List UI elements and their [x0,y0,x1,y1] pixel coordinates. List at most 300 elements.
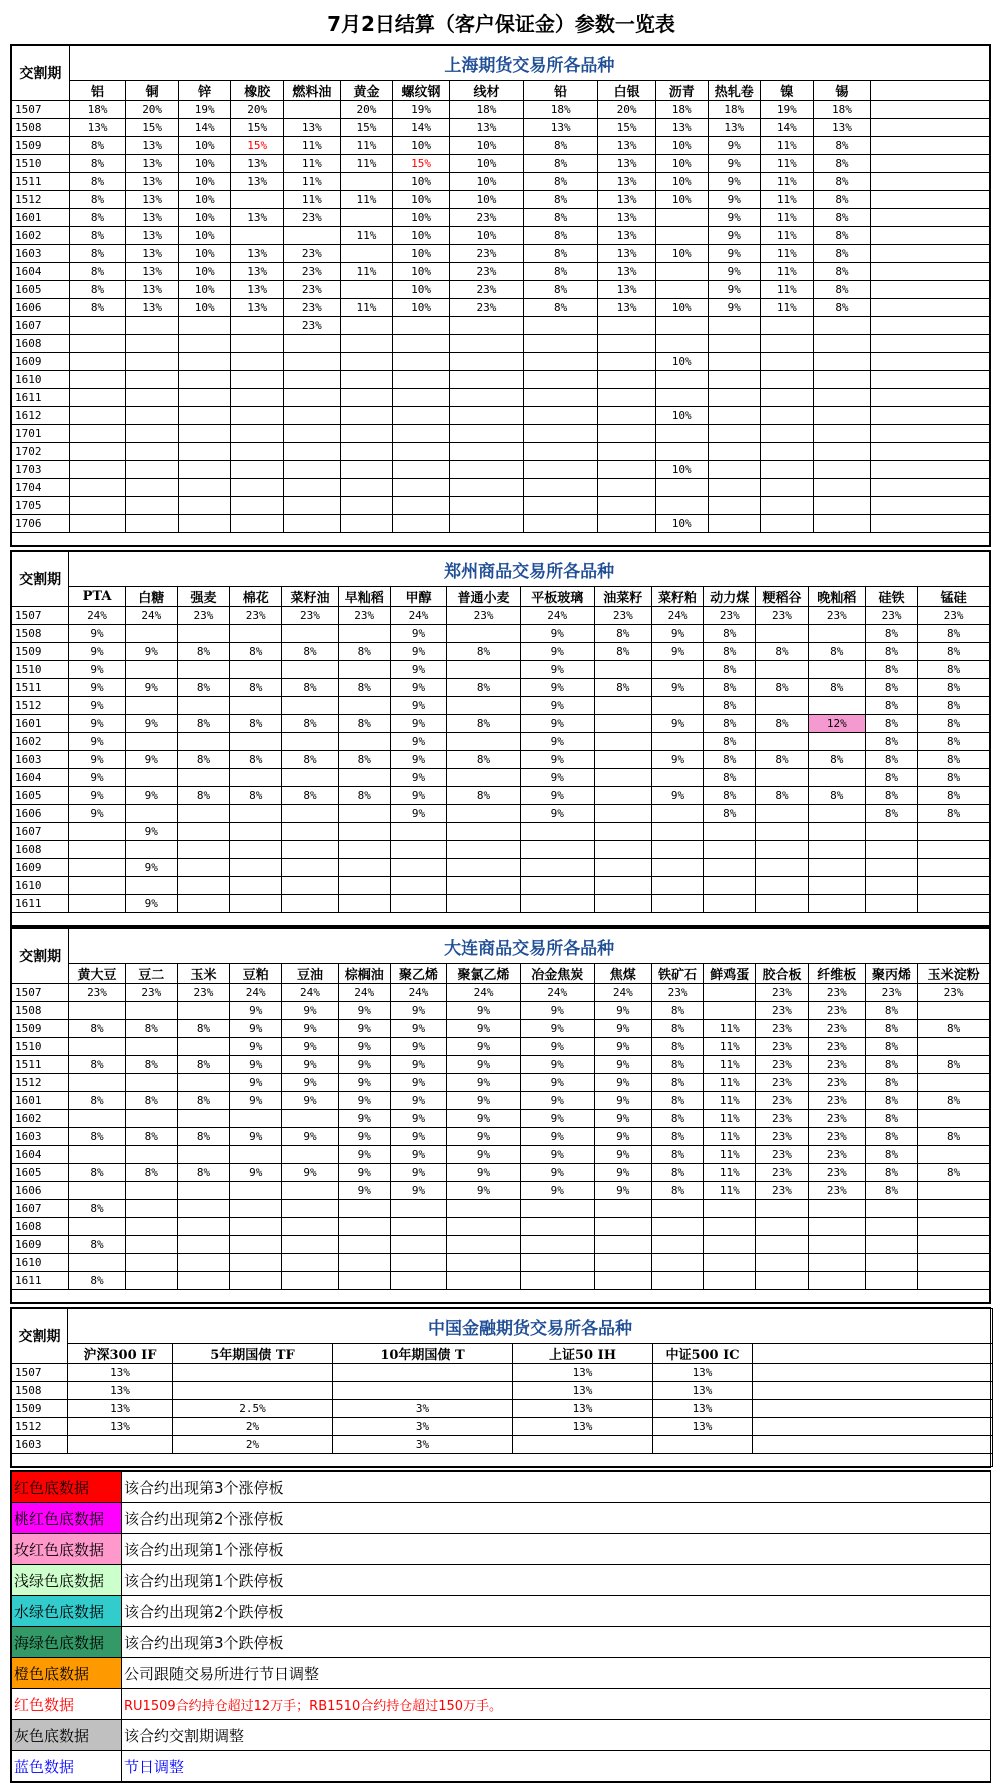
margin-cell [756,1218,808,1236]
margin-cell: 8% [524,227,598,245]
margin-cell: 13% [68,1400,173,1418]
margin-cell [125,1182,177,1200]
margin-cell [594,1254,651,1272]
margin-cell: 8% [177,787,229,805]
margin-cell: 8% [177,1128,229,1146]
margin-cell [125,1038,177,1056]
margin-cell: 8% [230,679,282,697]
margin-cell [594,877,651,895]
margin-cell [69,425,126,443]
margin-cell [393,371,450,389]
margin-cell: 11% [704,1074,756,1092]
margin-cell: 23% [808,1110,865,1128]
margin-cell: 8% [865,1020,917,1038]
margin-cell: 8% [918,1020,990,1038]
margin-cell: 8% [69,1056,125,1074]
margin-cell: 9% [390,751,446,769]
margin-cell: 8% [865,643,917,661]
margin-cell: 13% [126,137,179,155]
margin-cell: 10% [449,137,523,155]
margin-cell [520,1236,594,1254]
margin-cell: 23% [756,1020,808,1038]
margin-cell [178,425,231,443]
legend-description: 公司跟随交易所进行节日调整 [122,1658,991,1689]
table-row [12,1020,990,1038]
margin-cell: 8% [651,1182,703,1200]
margin-cell: 23% [808,1182,865,1200]
margin-cell: 8% [230,643,282,661]
period-cell: 1512 [12,1074,69,1092]
margin-cell: 11% [340,299,393,317]
margin-cell: 23% [808,1164,865,1182]
margin-cell: 11% [761,299,814,317]
margin-cell: 9% [708,245,761,263]
margin-cell [524,353,598,371]
margin-cell: 8% [813,137,871,155]
margin-cell: 8% [177,679,229,697]
legend-swatch-label: 浅绿色底数据 [12,1565,122,1596]
margin-cell [69,1182,125,1200]
product-header: 菜籽粕 [651,587,703,607]
margin-cell [447,1254,521,1272]
margin-cell: 10% [393,209,450,227]
margin-cell [594,1218,651,1236]
product-header: 白银 [598,81,656,101]
empty-cell [871,281,990,299]
period-cell: 1706 [12,515,70,533]
margin-cell: 9% [390,1182,446,1200]
period-header: 交割期 [12,929,69,984]
margin-cell: 8% [918,643,990,661]
margin-cell: 8% [756,679,808,697]
legend-swatch-label: 玫红色底数据 [12,1534,122,1565]
margin-cell: 23% [284,281,341,299]
table-row [12,841,990,859]
margin-cell: 13% [655,119,708,137]
period-cell: 1608 [12,335,70,353]
margin-cell [178,407,231,425]
margin-cell: 8% [813,263,871,281]
margin-cell: 13% [231,263,284,281]
margin-cell: 9% [69,733,125,751]
margin-cell: 8% [813,227,871,245]
margin-cell [338,661,390,679]
margin-cell [125,1200,177,1218]
margin-cell: 13% [653,1418,753,1436]
margin-cell [231,497,284,515]
margin-cell [230,769,282,787]
margin-cell: 8% [447,715,521,733]
period-cell: 1606 [12,299,70,317]
margin-cell [177,769,229,787]
margin-cell: 23% [808,1074,865,1092]
margin-cell: 8% [594,643,651,661]
margin-cell [125,697,177,715]
period-cell: 1605 [12,281,70,299]
margin-cell: 13% [449,119,523,137]
margin-cell: 9% [708,281,761,299]
period-cell: 1610 [12,1254,69,1272]
margin-cell: 9% [594,1128,651,1146]
empty-cell [871,317,990,335]
margin-cell: 8% [125,1056,177,1074]
period-cell: 1510 [12,155,70,173]
margin-cell: 9% [282,1128,338,1146]
margin-cell [338,877,390,895]
margin-cell: 10% [178,173,231,191]
table-row [12,1382,993,1400]
empty-cell [753,1382,993,1400]
period-cell: 1606 [12,1182,69,1200]
margin-cell: 9% [520,787,594,805]
margin-cell: 10% [178,227,231,245]
margin-cell [651,1218,703,1236]
table-row [12,317,990,335]
margin-cell: 8% [865,661,917,679]
margin-cell: 9% [125,823,177,841]
margin-cell: 8% [756,751,808,769]
margin-cell [282,1182,338,1200]
empty-cell [871,389,990,407]
margin-cell: 9% [447,1038,521,1056]
page-title: 7月2日结算（客户保证金）参数一览表 [327,12,675,36]
margin-cell: 10% [655,137,708,155]
empty-cell [871,353,990,371]
margin-cell [340,245,393,263]
margin-cell: 8% [524,191,598,209]
product-header: 豆粕 [230,964,282,984]
product-header: 豆二 [125,964,177,984]
margin-cell: 8% [813,299,871,317]
margin-cell [69,335,126,353]
margin-cell: 10% [178,263,231,281]
table-row [12,715,990,733]
period-cell: 1507 [12,607,69,625]
margin-cell [284,497,341,515]
margin-cell [655,227,708,245]
margin-cell [704,895,756,913]
margin-cell: 8% [756,715,808,733]
margin-cell: 9% [125,787,177,805]
margin-cell [447,805,521,823]
margin-cell [651,769,703,787]
margin-cell: 23% [756,607,808,625]
margin-cell [756,805,808,823]
margin-cell [338,769,390,787]
margin-cell: 8% [651,1164,703,1182]
margin-cell: 11% [704,1164,756,1182]
margin-cell: 13% [126,245,179,263]
margin-cell [655,281,708,299]
margin-cell: 8% [177,1164,229,1182]
margin-cell [594,697,651,715]
margin-cell [594,769,651,787]
product-header: 硅铁 [865,587,917,607]
margin-cell: 9% [125,895,177,913]
margin-cell [918,1146,990,1164]
margin-cell: 13% [126,299,179,317]
margin-cell [68,1436,173,1454]
margin-cell [447,823,521,841]
margin-cell [520,841,594,859]
margin-cell: 9% [69,625,125,643]
margin-cell: 9% [390,1002,446,1020]
margin-cell [761,371,814,389]
margin-cell: 9% [708,209,761,227]
margin-cell: 20% [340,101,393,119]
table-row [12,1272,990,1290]
margin-cell: 9% [282,1056,338,1074]
margin-cell [338,1218,390,1236]
margin-cell [177,895,229,913]
margin-cell: 8% [704,679,756,697]
margin-cell [231,407,284,425]
product-header: 鲜鸡蛋 [704,964,756,984]
margin-cell [594,859,651,877]
margin-cell: 9% [390,1110,446,1128]
margin-cell: 13% [708,119,761,137]
margin-cell: 9% [338,1056,390,1074]
margin-cell: 13% [598,209,656,227]
margin-cell: 23% [177,984,229,1002]
margin-cell: 8% [338,715,390,733]
margin-cell: 10% [393,281,450,299]
margin-cell: 3% [333,1400,513,1418]
margin-cell: 8% [651,1020,703,1038]
margin-cell: 13% [231,281,284,299]
margin-cell [756,697,808,715]
legend-description: 该合约出现第2个跌停板 [122,1596,991,1627]
product-header: 10年期国债 T [333,1344,513,1364]
margin-cell: 8% [865,1182,917,1200]
margin-cell: 9% [338,1164,390,1182]
period-header: 交割期 [12,552,69,607]
margin-cell: 10% [655,155,708,173]
margin-cell [813,371,871,389]
margin-cell: 8% [865,679,917,697]
margin-cell [178,443,231,461]
margin-cell: 13% [653,1364,753,1382]
margin-cell [756,1272,808,1290]
margin-cell: 9% [390,643,446,661]
table-row [12,859,990,877]
margin-cell [808,841,865,859]
period-cell: 1602 [12,733,69,751]
margin-cell [524,317,598,335]
margin-cell: 8% [704,697,756,715]
margin-cell [655,317,708,335]
margin-cell: 9% [390,733,446,751]
margin-cell [651,1236,703,1254]
empty-cell [871,209,990,227]
margin-cell: 8% [865,733,917,751]
margin-cell: 13% [126,173,179,191]
margin-cell [338,1200,390,1218]
margin-cell: 9% [651,643,703,661]
margin-cell [704,841,756,859]
margin-cell [598,335,656,353]
product-header: 中证500 IC [653,1344,753,1364]
margin-cell: 9% [230,1092,282,1110]
empty-cell [871,101,990,119]
margin-cell: 9% [69,661,125,679]
margin-cell: 24% [338,984,390,1002]
margin-cell [177,859,229,877]
table-row [12,1146,990,1164]
margin-cell [524,407,598,425]
margin-cell [520,895,594,913]
margin-cell: 13% [813,119,871,137]
margin-cell [813,335,871,353]
margin-cell: 8% [230,715,282,733]
product-header: 5年期国债 TF [173,1344,333,1364]
margin-cell: 9% [390,697,446,715]
margin-cell: 9% [708,155,761,173]
margin-cell: 9% [708,137,761,155]
margin-cell [761,335,814,353]
margin-cell: 9% [69,679,125,697]
margin-cell [282,859,338,877]
margin-cell [69,389,126,407]
table-row [12,1110,990,1128]
product-header: 聚氯乙烯 [447,964,521,984]
margin-cell [231,443,284,461]
margin-cell: 8% [338,679,390,697]
margin-cell: 8% [865,1128,917,1146]
period-cell: 1705 [12,497,70,515]
margin-cell [282,1272,338,1290]
margin-cell: 8% [447,751,521,769]
margin-cell [918,877,990,895]
margin-cell: 9% [447,1092,521,1110]
product-header: 玉米淀粉 [918,964,990,984]
legend-description: 该合约交割期调整 [122,1720,991,1751]
margin-cell: 8% [756,643,808,661]
margin-cell [230,859,282,877]
margin-cell: 11% [761,281,814,299]
margin-cell [340,389,393,407]
margin-cell [284,371,341,389]
margin-cell [340,497,393,515]
margin-cell [918,895,990,913]
margin-cell [520,859,594,877]
margin-cell [282,625,338,643]
margin-cell [177,1254,229,1272]
margin-cell: 13% [513,1400,653,1418]
period-cell: 1601 [12,1092,69,1110]
empty-cell [753,1400,993,1418]
margin-cell: 9% [520,733,594,751]
margin-cell: 23% [704,607,756,625]
table-row [12,425,990,443]
margin-cell [918,1038,990,1056]
margin-cell [69,823,125,841]
margin-cell [126,371,179,389]
margin-cell: 8% [230,751,282,769]
margin-cell: 10% [178,245,231,263]
margin-cell [126,515,179,533]
margin-cell [282,877,338,895]
margin-cell [655,389,708,407]
spacer-row [12,533,990,546]
margin-cell [177,1218,229,1236]
margin-cell: 9% [520,1128,594,1146]
margin-cell [338,841,390,859]
table-row [12,137,990,155]
table-row [12,173,990,191]
margin-cell: 9% [390,1056,446,1074]
margin-cell: 10% [449,173,523,191]
table-row [12,353,990,371]
margin-cell: 8% [918,1092,990,1110]
margin-cell: 11% [761,245,814,263]
margin-cell [651,859,703,877]
margin-cell [594,661,651,679]
margin-cell: 10% [393,245,450,263]
period-cell: 1508 [12,625,69,643]
margin-cell: 8% [704,805,756,823]
product-header: 动力煤 [704,587,756,607]
table-row [12,1038,990,1056]
margin-cell [338,1254,390,1272]
margin-cell [520,877,594,895]
margin-cell [524,479,598,497]
table-row [12,227,990,245]
margin-cell: 11% [704,1020,756,1038]
margin-cell [708,443,761,461]
margin-cell: 9% [338,1038,390,1056]
margin-cell: 8% [524,263,598,281]
legend-row [12,1720,991,1751]
margin-cell [177,1110,229,1128]
margin-cell [177,877,229,895]
margin-cell [390,877,446,895]
margin-cell: 10% [178,299,231,317]
margin-cell [655,425,708,443]
margin-cell [651,895,703,913]
margin-cell [449,371,523,389]
period-cell: 1509 [12,643,69,661]
margin-cell: 9% [520,805,594,823]
margin-cell: 9% [520,661,594,679]
margin-cell [708,371,761,389]
margin-cell: 11% [340,263,393,281]
legend-description: RU1509合约持仓超过12万手；RB1510合约持仓超过150万手。 [122,1689,991,1720]
margin-cell: 8% [865,1110,917,1128]
margin-cell [340,281,393,299]
margin-cell [808,1254,865,1272]
margin-cell [338,733,390,751]
product-header: 锰硅 [918,587,990,607]
product-header: 沪深300 IF [68,1344,173,1364]
margin-cell: 8% [813,173,871,191]
margin-cell [865,895,917,913]
margin-cell: 9% [69,715,125,733]
margin-cell: 9% [282,1020,338,1038]
period-cell: 1609 [12,353,70,371]
empty-cell [871,461,990,479]
margin-cell: 24% [125,607,177,625]
margin-cell: 8% [177,715,229,733]
margin-cell [813,353,871,371]
period-cell: 1607 [12,823,69,841]
margin-cell: 15% [393,155,450,173]
legend-row [12,1751,991,1782]
margin-cell [231,353,284,371]
margin-cell [598,479,656,497]
period-cell: 1608 [12,1218,69,1236]
margin-cell [594,823,651,841]
